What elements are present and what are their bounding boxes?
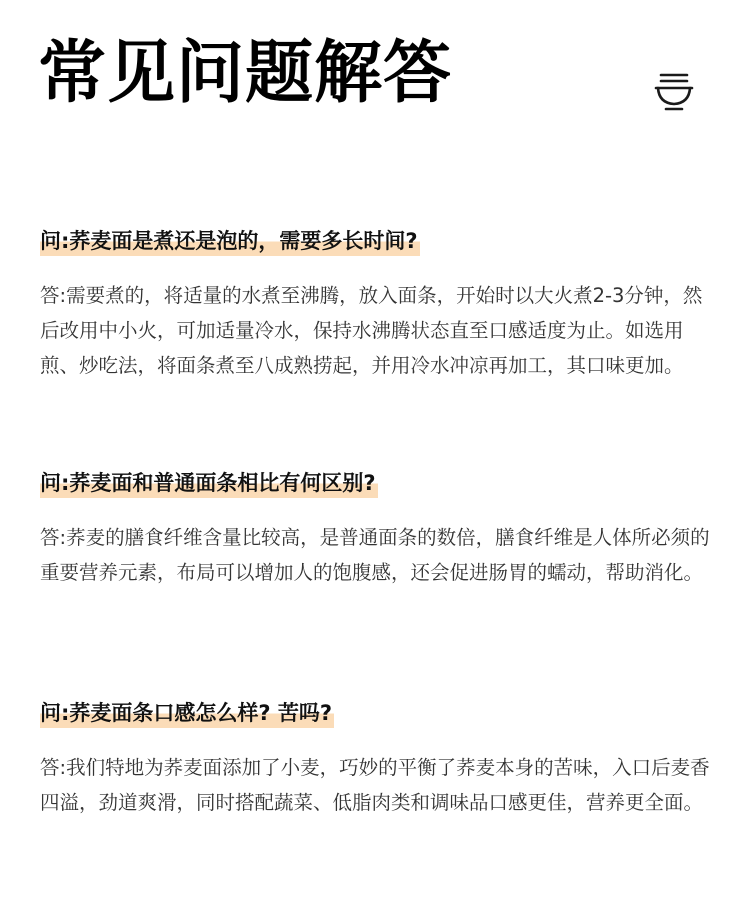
faq-item [40, 226, 712, 383]
page-title: 常见问题解答 [38, 34, 453, 113]
faq-question: 问:荞麦面是煮还是泡的，需要多长时间? [40, 226, 420, 256]
faq-item [40, 468, 712, 590]
faq-answer: 答:需要煮的，将适量的水煮至沸腾，放入面条，开始时以大火煮2-3分钟，然后改用中小火，可加适量冷水，保持水沸腾状态直至口感适度为止。如选用煎、炒吃法，将面条煮至八成熟捞起，并用冷水冲凉再加工，其口味更加。 [40, 284, 703, 377]
faq-answer: 答:荞麦的膳食纤维含量比较高，是普通面条的数倍，膳食纤维是人体所必须的重要营养元素，布局可以增加人的饱腹感，还会促进肠胃的蠕动，帮助消化。 [40, 526, 710, 584]
faq-item [40, 698, 712, 820]
noodle-bowl-icon [653, 70, 695, 112]
faq-answer: 答:我们特地为荞麦面添加了小麦，巧妙的平衡了荞麦本身的苦味，入口后麦香四溢，劲道爽滑，同时搭配蔬菜、低脂肉类和调味品口感更佳，营养更全面。 [40, 756, 710, 814]
faq-question: 问:荞麦面条口感怎么样? 苦吗? [40, 698, 334, 728]
faq-question: 问:荞麦面和普通面条相比有何区别? [40, 468, 378, 498]
